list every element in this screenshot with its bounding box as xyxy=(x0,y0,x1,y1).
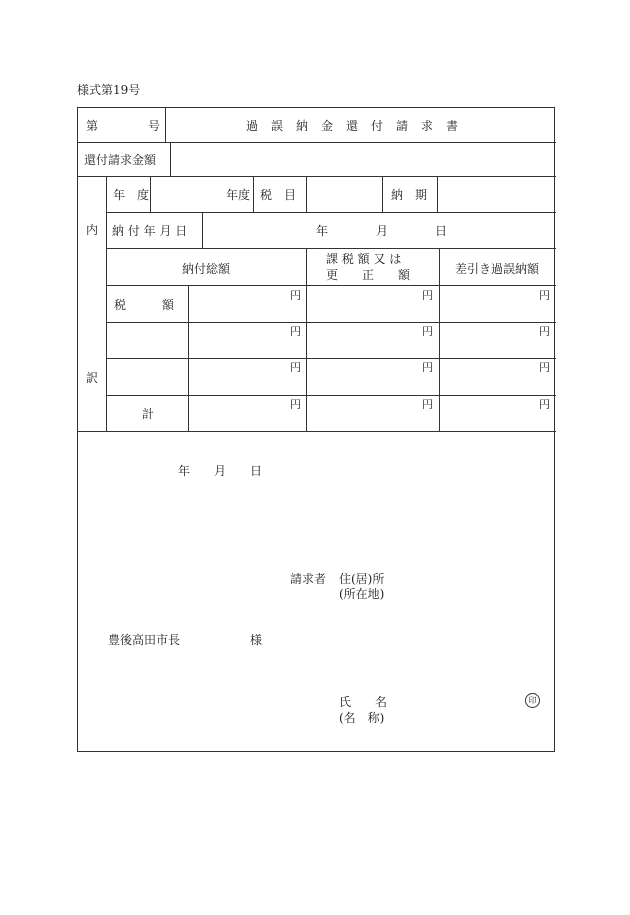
date-month: 月 xyxy=(214,464,227,478)
refund-amount-label: 還付請求金額 xyxy=(84,153,157,167)
seal-icon: 印 xyxy=(525,693,540,708)
details-label-uchi: 内 xyxy=(86,223,99,237)
address-sub: (所在地) xyxy=(339,587,385,601)
col-difference: 差引き過誤納額 xyxy=(455,262,540,276)
yen-mark: 円 xyxy=(290,325,301,338)
yen-mark: 円 xyxy=(422,289,433,302)
payment-date-year: 年 xyxy=(316,224,329,238)
yen-mark: 円 xyxy=(290,361,301,374)
yen-mark: 円 xyxy=(290,398,301,411)
yen-mark: 円 xyxy=(539,325,550,338)
row-tax-label: 税 額 xyxy=(114,298,175,312)
yen-mark: 円 xyxy=(290,289,301,302)
address-label: 住(居)所 xyxy=(339,572,385,586)
col-total-paid: 納付総額 xyxy=(182,262,231,276)
fiscal-year-suffix: 年度 xyxy=(226,188,251,202)
yen-mark: 円 xyxy=(539,361,550,374)
number-label-dai: 第 xyxy=(86,119,99,133)
addressee: 豊後高田市長 xyxy=(108,633,181,647)
row-total-label: 計 xyxy=(142,407,155,421)
col-assessed-line1: 課 税 額 又 は xyxy=(326,252,402,266)
yen-mark: 円 xyxy=(422,325,433,338)
claimant-label: 請求者 xyxy=(290,572,327,586)
refund-request-form xyxy=(77,107,555,752)
form-number: 様式第19号 xyxy=(77,83,141,97)
payment-date-day: 日 xyxy=(435,224,448,238)
payment-date-label: 納 付 年 月 日 xyxy=(112,224,188,238)
details-label-wake: 訳 xyxy=(86,371,99,385)
number-label-go: 号 xyxy=(148,119,161,133)
yen-mark: 円 xyxy=(422,398,433,411)
due-label: 納 期 xyxy=(391,188,428,202)
yen-mark: 円 xyxy=(422,361,433,374)
yen-mark: 円 xyxy=(539,289,550,302)
name-sub: (名 称) xyxy=(339,711,385,725)
fiscal-year-label: 年 度 xyxy=(113,188,150,202)
date-day: 日 xyxy=(250,464,263,478)
sama: 様 xyxy=(250,633,263,647)
date-year: 年 xyxy=(178,464,191,478)
yen-mark: 円 xyxy=(539,398,550,411)
name-label: 氏 名 xyxy=(339,695,388,709)
tax-item-label: 税 目 xyxy=(260,188,297,202)
col-assessed-line2: 更 正 額 xyxy=(326,268,411,282)
form-title: 過 誤 納 金 還 付 請 求 書 xyxy=(246,119,459,133)
payment-date-month: 月 xyxy=(376,224,389,238)
